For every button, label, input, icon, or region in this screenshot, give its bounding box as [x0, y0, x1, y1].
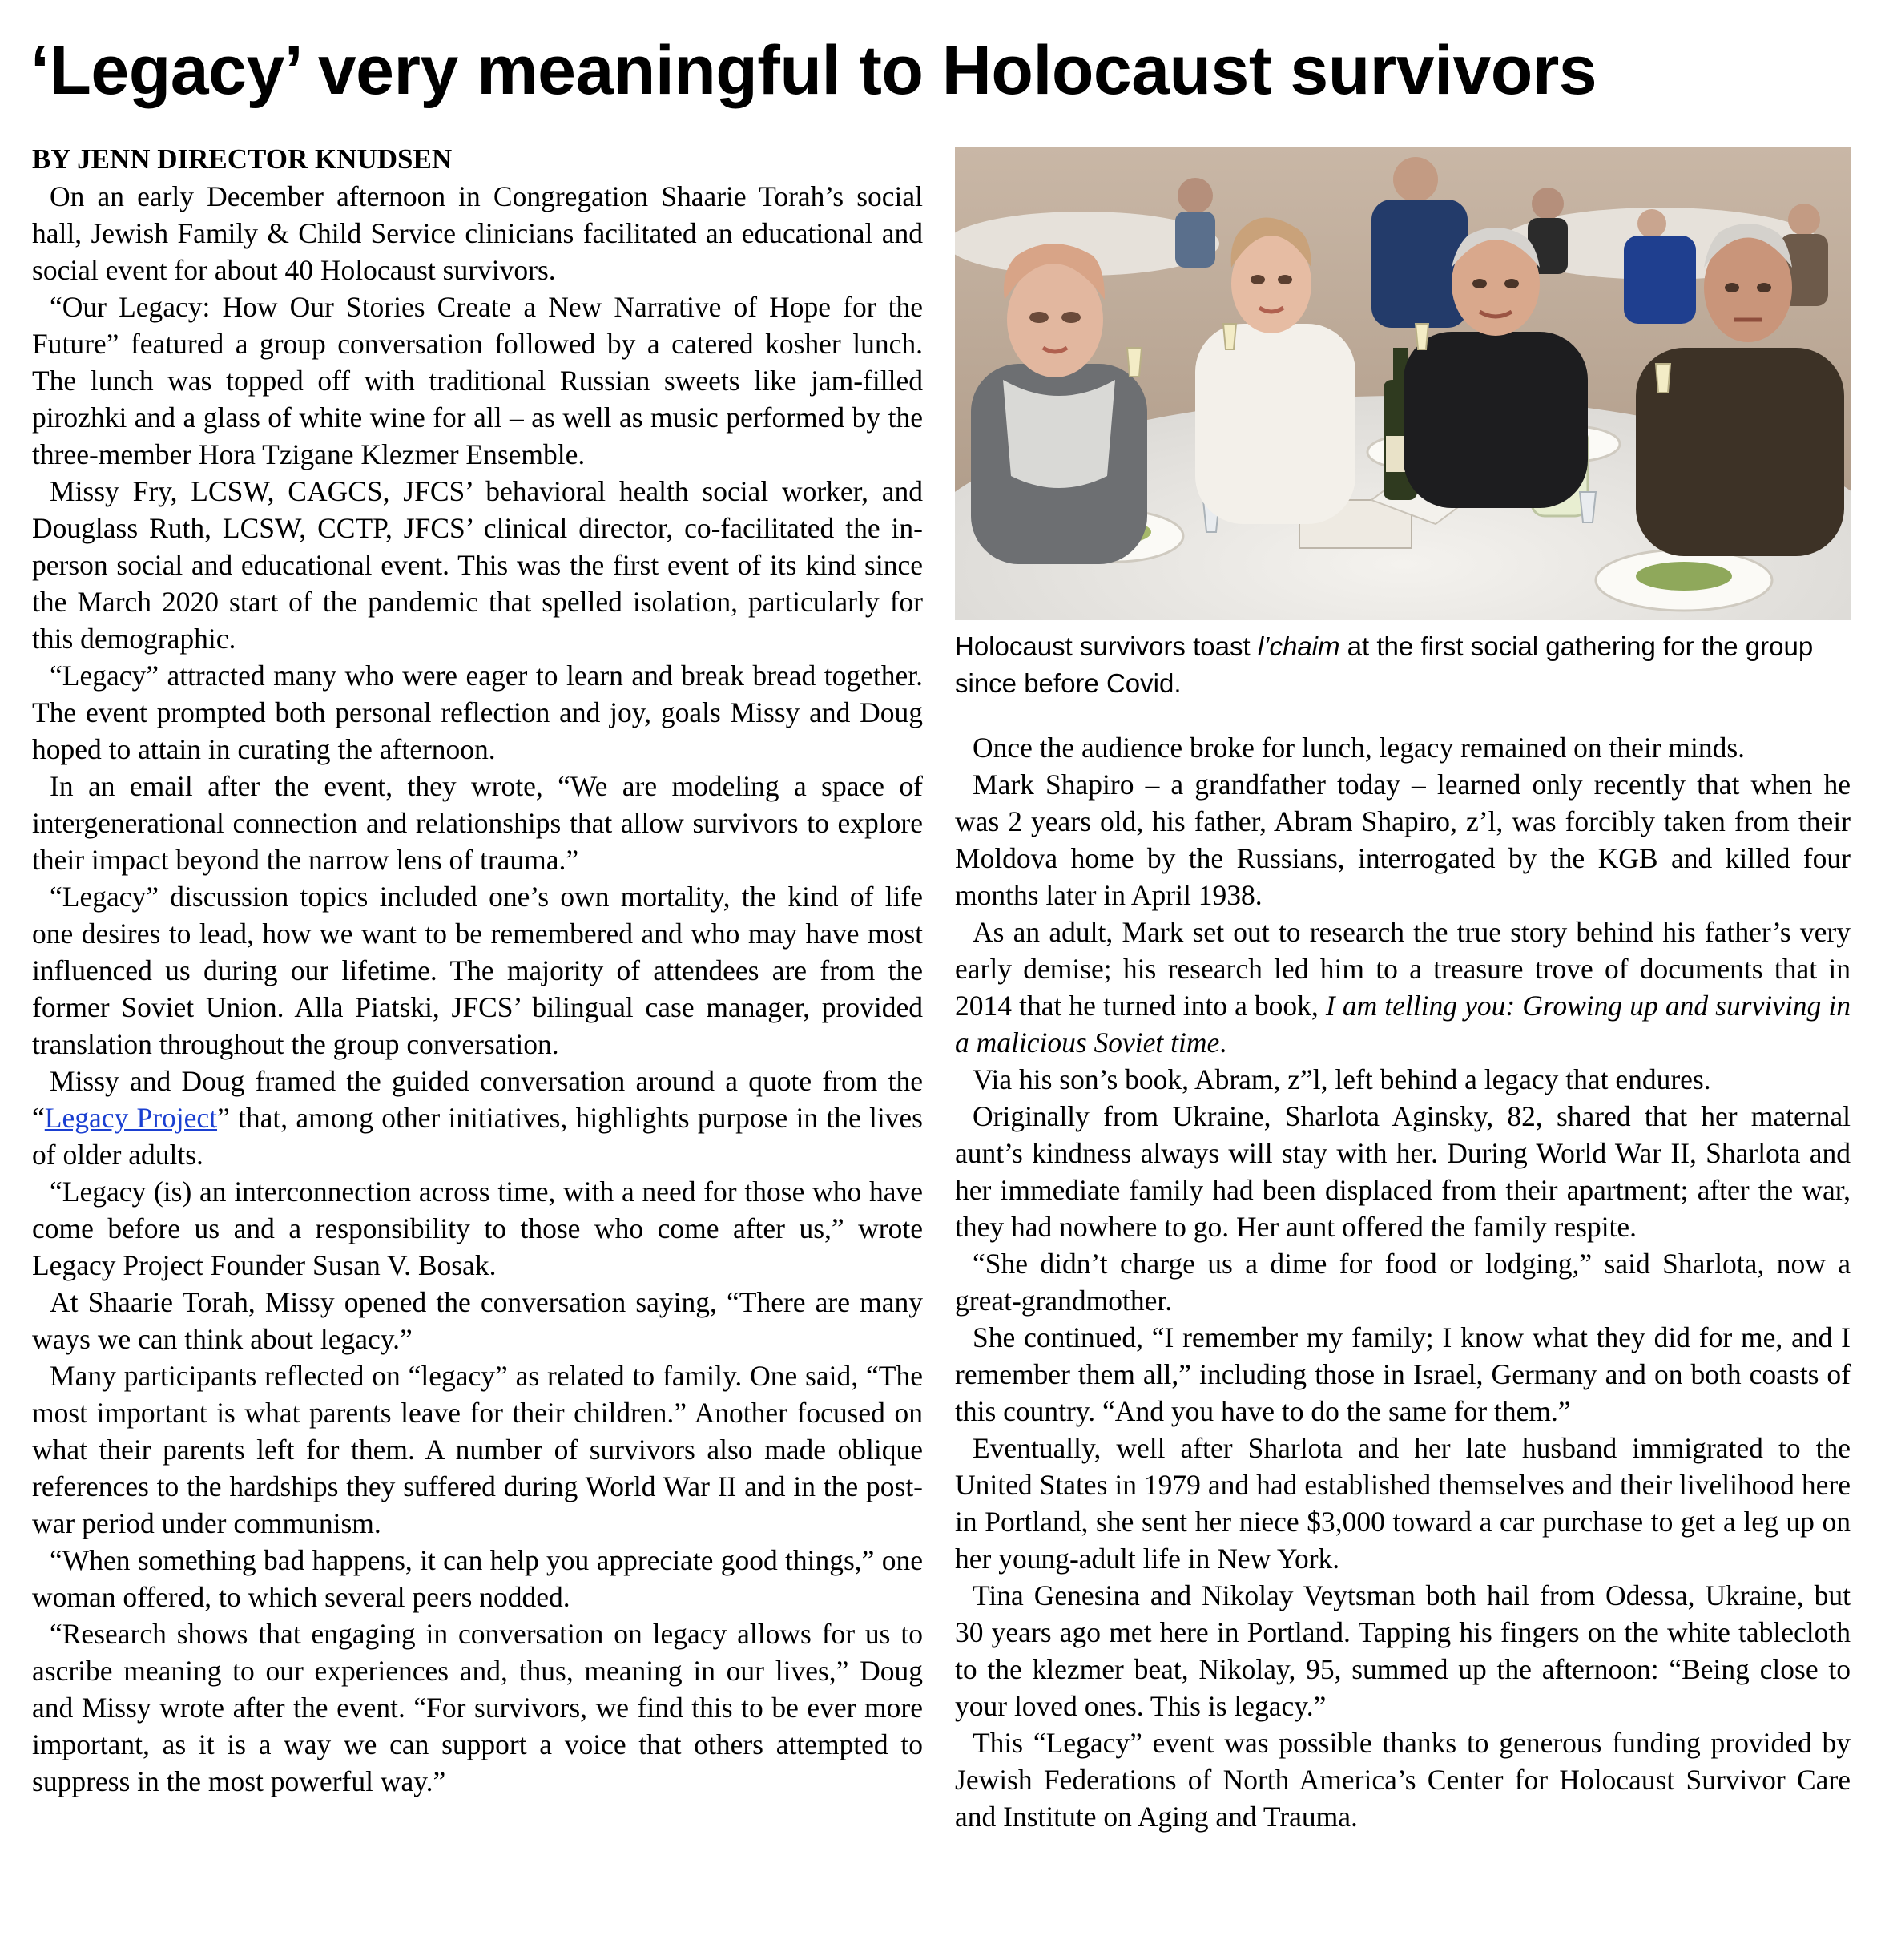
paragraph: Many participants reflected on “legacy” as related to family. One said, “The most important is what parents leave for their children.” Another focused on what their parents left for them. A number of survivors also made oblique references to the hardships they suffered during World War II and in the post-war period under communism. — [32, 1360, 923, 1539]
photo-illustration — [955, 147, 1851, 620]
event-photo — [955, 147, 1851, 620]
paragraph: In an email after the event, they wrote, “We are modeling a space of intergenerational connection and relationships that allow survivors to explore their impact beyond the narrow lens of trauma.” — [32, 770, 923, 876]
paragraph-text: ” that, among other initiatives, highlights purpose in the lives of older adults. — [32, 1102, 924, 1171]
paragraph-text: . — [1219, 1026, 1227, 1059]
paragraph: “When something bad happens, it can help you appreciate good things,” one woman offered, to which several peers nodded. — [32, 1544, 923, 1613]
legacy-project-link[interactable]: Legacy Project — [44, 1102, 218, 1134]
book-title: I am telling you: Growing up and surviving in a malicious Soviet time — [955, 990, 1851, 1059]
paragraph: “Legacy” discussion topics included one’s own mortality, the kind of life one desires to lead, how we want to be remembered and who may have most influenced us during our lifetime. The majority of attendees are from the former Soviet Union. Alla Piatski, JFCS’ bilingual case manager, provided translation throughout the group conversation. — [32, 881, 923, 1060]
paragraph: Once the audience broke for lunch, legacy remained on their minds. — [973, 732, 1746, 764]
right-column — [955, 729, 1851, 1835]
paragraph: This “Legacy” event was possible thanks to generous funding provided by Jewish Federations of North America’s Center for Holocaust Survivor Care and Institute on Aging and Trauma. — [955, 1727, 1851, 1833]
paragraph-text: As an adult, Mark set out to research the true story behind his father’s very early demise; his research led him to a treasure trove of documents that in 2014 that he turned into a book, — [955, 916, 1851, 1022]
paragraph: “Our Legacy: How Our Stories Create a New Narrative of Hope for the Future” featured a group conversation followed by a catered kosher lunch. The lunch was topped off with traditional Russian sweets like jam-filled pirozhki and a glass of white wine for all – as well as music performed by the three-member Hora Tzigane Klezmer Ensemble. — [32, 291, 923, 470]
paragraph — [955, 913, 1851, 1061]
paragraph: On an early December afternoon in Congregation Shaarie Torah’s social hall, Jewish Family & Child Service clinicians facilitated an educational and social event for about 40 Holocaust survivors. — [32, 180, 923, 286]
headline: ‘Legacy’ very meaningful to Holocaust survivors — [30, 32, 1597, 109]
caption-text: Holocaust survivors toast — [955, 631, 1258, 661]
paragraph-text: Missy and Doug framed the guided conversation around a quote from the “ — [32, 1065, 923, 1134]
photo-caption — [955, 628, 1851, 702]
left-column — [32, 141, 923, 1800]
paragraph: She continued, “I remember my family; I know what they did for me, and I remember them all,” including those in Israel, Germany and on both coasts of this country. “And you have to do the same for them.” — [955, 1321, 1851, 1427]
paragraph: Via his son’s book, Abram, z”l, left behind a legacy that endures. — [973, 1063, 1711, 1095]
paragraph: Mark Shapiro – a grandfather today – learned only recently that when he was 2 years old, his father, Abram Shapiro, z’l, was forcibly taken from their Moldova home by the Russians, interrogated by the KGB and killed four months later in April 1938. — [955, 768, 1851, 911]
paragraph: Missy Fry, LCSW, CAGCS, JFCS’ behavioral health social worker, and Douglass Ruth, LCSW, CCTP, JFCS’ clinical director, co-facilitated the in-person social and educational event. This was the first event of its kind since the March 2020 start of the pandemic that spelled isolation, particularly for this demographic. — [32, 475, 923, 655]
paragraph — [32, 1063, 923, 1173]
paragraph: Tina Genesina and Nikolay Veytsman both hail from Odessa, Ukraine, but 30 years ago met here in Portland. Tapping his fingers on the white tablecloth to the klezmer beat, Nikolay, 95, summed up the afternoon: “Being close to your loved ones. This is legacy.” — [955, 1579, 1851, 1722]
paragraph: “Research shows that engaging in conversation on legacy allows for us to ascribe meaning to our experiences and, thus, meaning in our lives,” Doug and Missy wrote after the event. “For survivors, we find this to be ever more important, as it is a way we can support a voice that others attempted to suppress in the most powerful way.” — [32, 1618, 923, 1797]
caption-text: at the first social gathering for the group since before Covid. — [955, 631, 1814, 698]
paragraph: At Shaarie Torah, Missy opened the conversation saying, “There are many ways we can think about legacy.” — [32, 1286, 923, 1355]
paragraph: Originally from Ukraine, Sharlota Aginsky, 82, shared that her maternal aunt’s kindness always will stay with her. During World War II, Sharlota and her immediate family had been displaced from their apartment; after the war, they had nowhere to go. Her aunt offered the family respite. — [955, 1100, 1851, 1243]
byline: BY JENN DIRECTOR KNUDSEN — [32, 143, 453, 175]
paragraph: “She didn’t charge us a dime for food or lodging,” said Sharlota, now a great-grandmother. — [955, 1248, 1851, 1317]
caption-italic: l’chaim — [1257, 631, 1340, 661]
paragraph: “Legacy” attracted many who were eager to learn and break bread together. The event prompted both personal reflection and joy, goals Missy and Doug hoped to attain in curating the afternoon. — [32, 659, 923, 765]
paragraph: “Legacy (is) an interconnection across time, with a need for those who have come before us and a responsibility to those who come after us,” wrote Legacy Project Founder Susan V. Bosak. — [32, 1176, 923, 1281]
paragraph: Eventually, well after Sharlota and her late husband immigrated to the United States in 1979 and had established themselves and their livelihood here in Portland, she sent her niece $3,000 toward a car purchase to get a leg up on her young-adult life in New York. — [955, 1432, 1851, 1575]
